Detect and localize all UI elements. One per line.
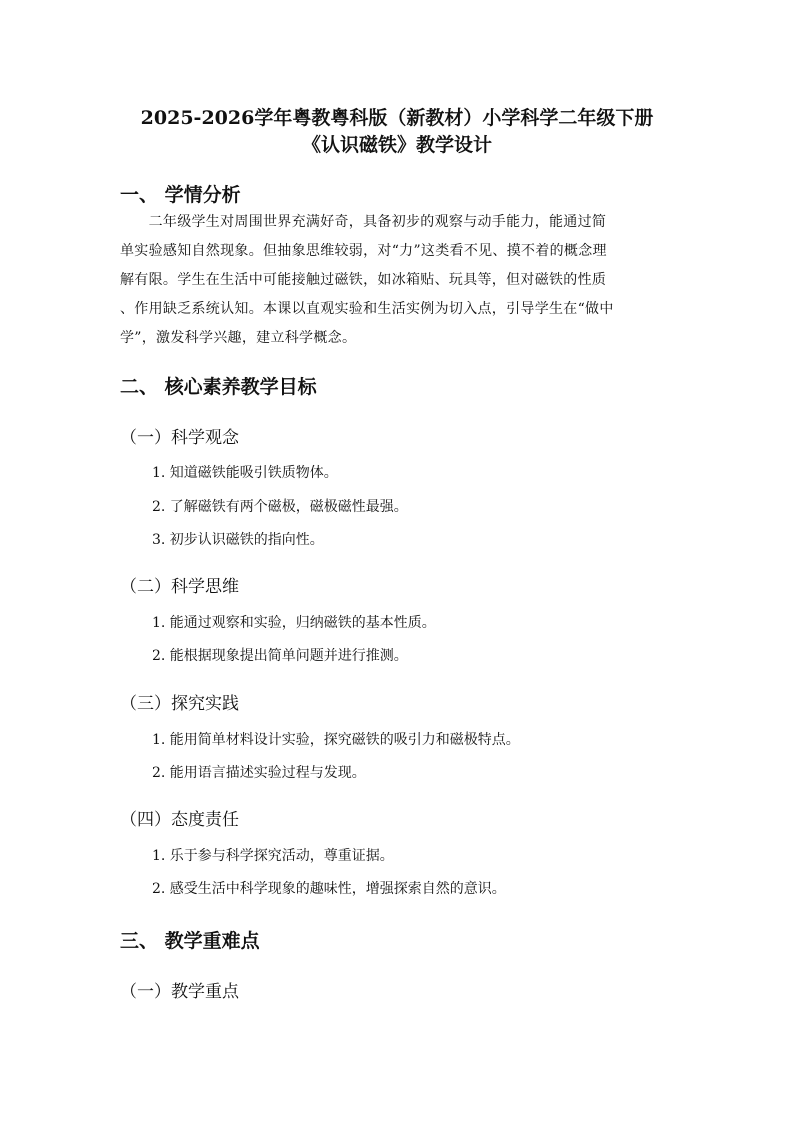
list-item: 1. 乐于参与科学探究活动，尊重证据。 [152, 848, 394, 864]
subheading-scientific-thinking: （二）科学思维 [120, 577, 239, 597]
list-item: 2. 能根据现象提出简单问题并进行推测。 [152, 648, 408, 664]
list-item: 1. 知道磁铁能吸引铁质物体。 [152, 465, 338, 481]
paragraph-line: 二年级学生对周围世界充满好奇，具备初步的观察与动手能力，能通过简 [120, 214, 607, 230]
section-heading-learner-analysis: 一、 学情分析 [120, 184, 241, 206]
section-heading-key-difficulties: 三、 教学重难点 [120, 930, 260, 952]
section-heading-teaching-goals: 二、 核心素养教学目标 [120, 376, 317, 398]
document-title-line1: 2025-2026学年粤教粤科版（新教材）小学科学二年级下册 [140, 107, 654, 129]
paragraph-line: 学”，激发科学兴趣，建立科学概念。 [120, 330, 357, 346]
list-item: 3. 初步认识磁铁的指向性。 [152, 532, 324, 548]
paragraph-line: 解有限。学生在生活中可能接触过磁铁，如冰箱贴、玩具等，但对磁铁的性质 [120, 272, 607, 288]
subheading-scientific-concepts: （一）科学观念 [120, 428, 239, 448]
list-item: 1. 能通过观察和实验，归纳磁铁的基本性质。 [152, 615, 436, 631]
learner-analysis-paragraph [120, 208, 675, 353]
document-title-line2: 《认识磁铁》教学设计 [301, 134, 492, 156]
list-item: 1. 能用简单材料设计实验，探究磁铁的吸引力和磁极特点。 [152, 732, 520, 748]
list-item: 2. 感受生活中科学现象的趣味性，增强探索自然的意识。 [152, 881, 506, 897]
paragraph-line: 、作用缺乏系统认知。本课以直观实验和生活实例为切入点，引导学生在“做中 [120, 301, 614, 317]
subheading-inquiry-practice: （三）探究实践 [120, 694, 239, 714]
list-item: 2. 了解磁铁有两个磁极，磁极磁性最强。 [152, 499, 408, 515]
subheading-attitude-responsibility: （四）态度责任 [120, 810, 239, 830]
list-item: 2. 能用语言描述实验过程与发现。 [152, 765, 366, 781]
paragraph-line: 单实验感知自然现象。但抽象思维较弱，对“力”这类看不见、摸不着的概念理 [120, 243, 607, 259]
subheading-teaching-focus: （一）教学重点 [120, 982, 239, 1002]
